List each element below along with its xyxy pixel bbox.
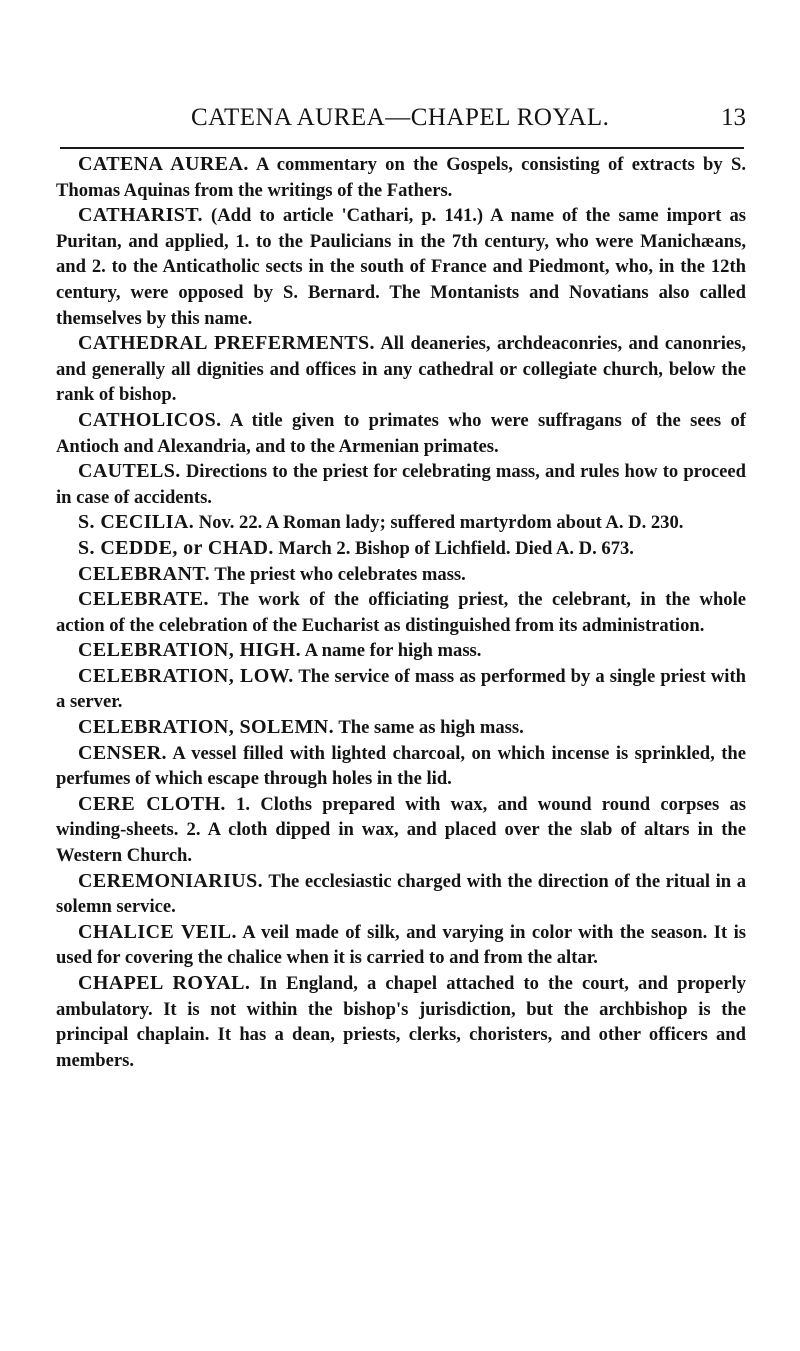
entry-text: A veil made of silk, and varying in color with the season. It is used for covering the chalice when it is carried to and from the altar. — [56, 921, 746, 969]
entry-text: All deaneries, archdeaconries, and canonries, and generally all dignities and offices in any cathedral or collegiate church, below the rank of bishop. — [56, 333, 746, 406]
entry-term: CERE CLOTH. — [78, 792, 226, 815]
entry-term: CHAPEL ROYAL. — [78, 972, 251, 994]
entry-text: The priest who celebrates mass. — [214, 563, 466, 585]
entry-term: CATHARIST. — [78, 204, 203, 227]
entry-term: CELEBRANT. — [78, 562, 210, 585]
entry-text: A commentary on the Gospels, consisting of extracts by S. Thomas Aquinas from the writings of the Fathers. — [56, 154, 746, 201]
entry-catholicos — [56, 408, 746, 459]
entry-celebration-solemn — [56, 715, 746, 741]
entry-text: Directions to the priest for celebrating mass, and rules how to proceed in case of accidents. — [56, 461, 746, 508]
entry-term: CELEBRATE. — [78, 588, 209, 611]
entry-ceremoniarius — [56, 869, 746, 920]
entry-cere-cloth — [56, 792, 746, 869]
entry-term: CELEBRATION, LOW. — [78, 664, 294, 687]
running-head — [56, 104, 746, 136]
entry-term: CEREMONIARIUS. — [78, 869, 264, 892]
entry-celebration-high — [56, 638, 746, 664]
entry-term: CATHOLICOS. — [78, 408, 222, 431]
entry-text: March 2. Bishop of Lichfield. Died A. D. 673. — [278, 537, 634, 559]
entry-term: CELEBRATION, HIGH. — [78, 639, 301, 662]
entry-s-cecilia — [56, 510, 746, 536]
entry-celebrate — [56, 587, 746, 638]
entry-term: S. CEDDE, or CHAD. — [78, 536, 274, 559]
entry-term: CELEBRATION, SOLEMN. — [78, 716, 335, 739]
entry-censer — [56, 741, 746, 792]
entry-text: A vessel filled with lighted charcoal, on which incense is sprinkled, the perfumes of which escape through holes in the lid. — [56, 742, 747, 790]
entry-term: CENSER. — [78, 741, 167, 764]
entry-term: CATENA AUREA. — [78, 153, 249, 175]
entry-s-cedde — [56, 536, 746, 562]
header-rule — [60, 147, 744, 149]
entry-text: Nov. 22. A Roman lady; suffered martyrdom about A. D. 230. — [198, 512, 684, 534]
glossary-entries — [56, 152, 746, 1073]
entry-text: A title given to primates who were suffragans of the sees of Antioch and Alexandria, and to the Armenian primates. — [56, 409, 746, 457]
entry-celebrant — [56, 562, 746, 588]
entry-text: 1. Cloths prepared with wax, and wound round corpses as winding-sheets. 2. A cloth dipped in wax, and placed over the slab of altars in the Western Church. — [56, 793, 746, 867]
page-number: 13 — [721, 104, 746, 131]
entry-term: S. CECILIA. — [78, 511, 195, 534]
entry-catena-aurea — [56, 152, 746, 203]
entry-term: CHALICE VEIL. — [78, 920, 237, 943]
entry-chapel-royal — [56, 971, 746, 1073]
entry-text: In England, a chapel attached to the court, and properly ambulatory. It is not within the bishop's jurisdiction, but the archbishop is the principal chaplain. It has a dean, priests, clerks, choristers, and other officers and members. — [56, 973, 746, 1071]
entry-cathedral-preferments — [56, 331, 746, 408]
entry-catharist — [56, 203, 746, 331]
entry-term: CATHEDRAL PREFERMENTS. — [78, 332, 375, 355]
entry-text: The work of the officiating priest, the celebrant, in the whole action of the celebration of the Eucharist as distinguished from its administration. — [56, 589, 747, 636]
entry-text: (Add to article 'Cathari, p. 141.) A name of the same import as Puritan, and applied, 1. to the Paulicians in the 7th century, who were Manichæans, and 2. to the Anticatholic sects in the south of France and Piedmont, who, in the 12th century, were opposed by S. Bernard. The Montanists and Novatians also called themselves by this name. — [56, 205, 746, 329]
running-title: CATENA AUREA—CHAPEL ROYAL. — [191, 104, 610, 131]
entry-text: The service of mass as performed by a single priest with a server. — [56, 665, 746, 713]
entry-term: CAUTELS. — [78, 460, 181, 483]
entry-cautels — [56, 459, 746, 510]
entry-text: A name for high mass. — [304, 640, 482, 662]
entry-text: The same as high mass. — [338, 717, 524, 739]
entry-text: The ecclesiastic charged with the direction of the ritual in a solemn service. — [56, 870, 746, 918]
entry-celebration-low — [56, 664, 746, 715]
entry-chalice-veil — [56, 920, 746, 971]
